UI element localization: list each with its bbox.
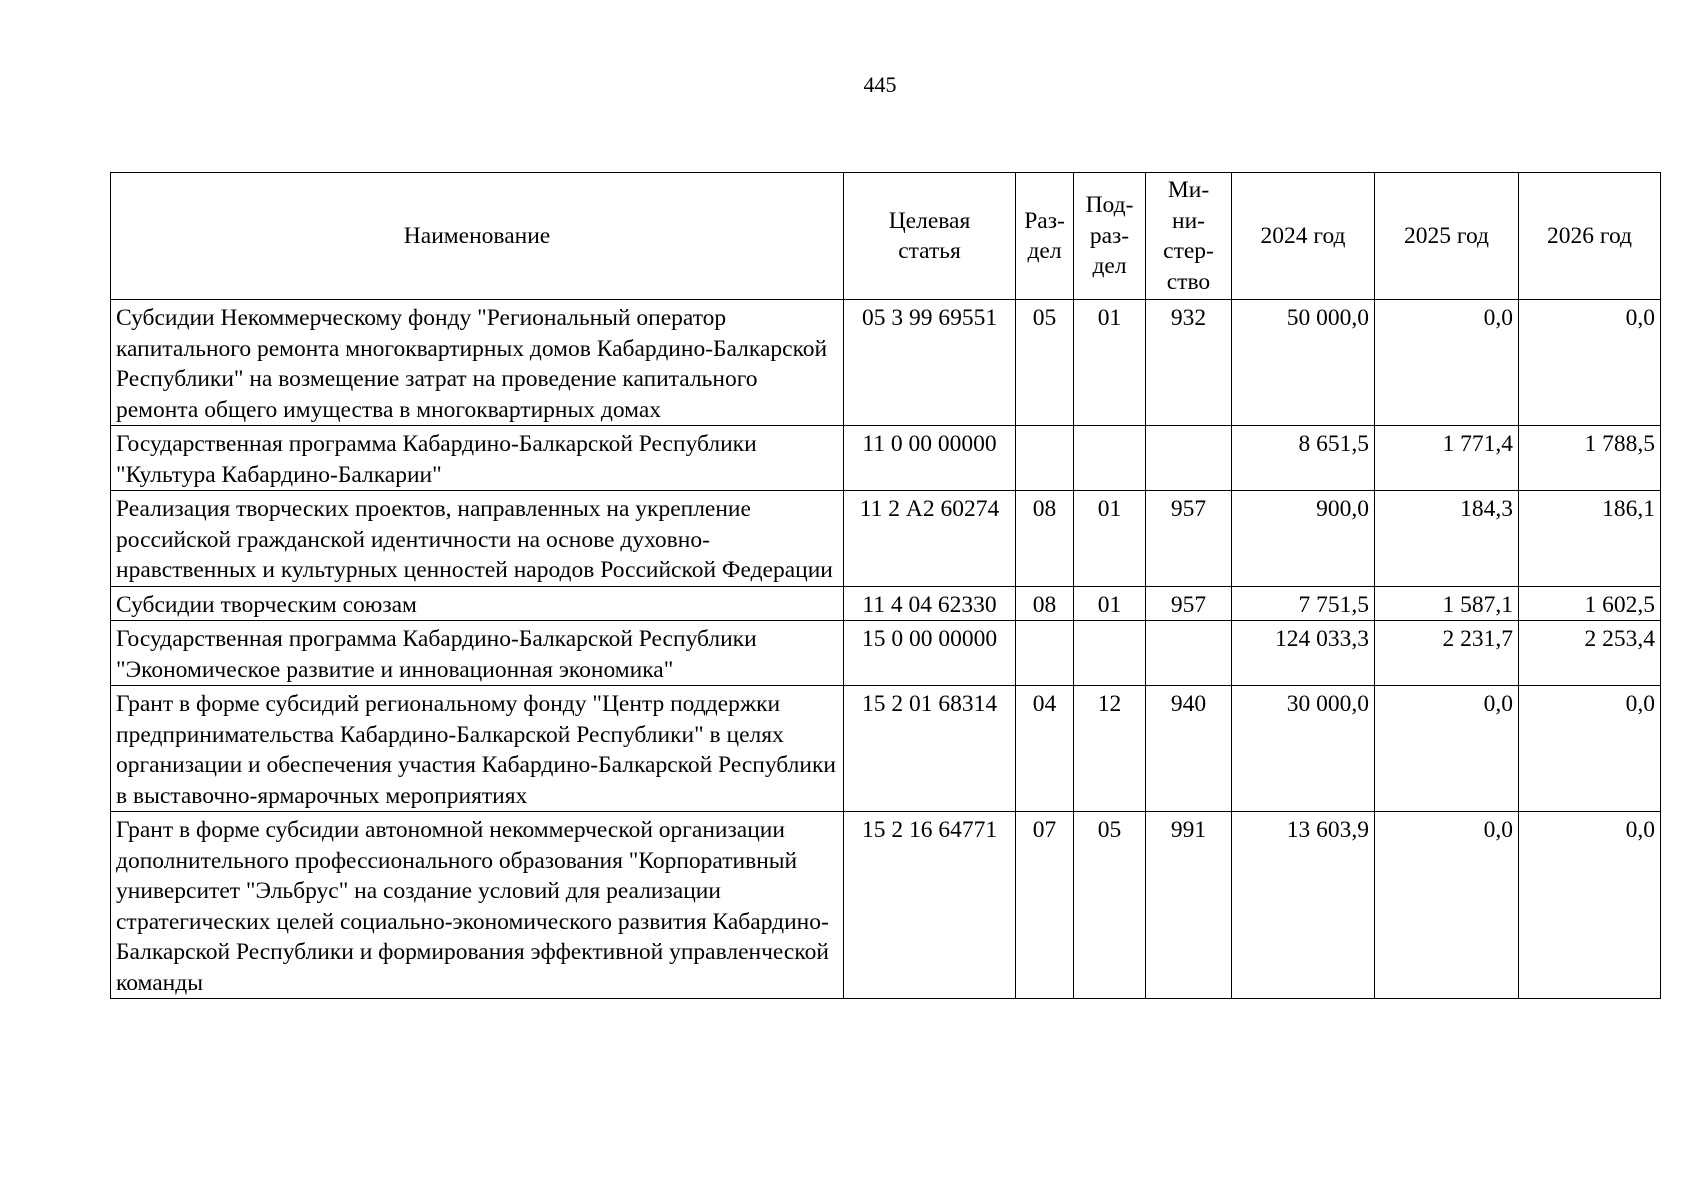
cell-2024: 8 651,5 (1232, 426, 1375, 491)
cell-2026: 1 602,5 (1519, 586, 1661, 621)
cell-section: 07 (1016, 812, 1074, 999)
cell-2025: 0,0 (1375, 686, 1519, 812)
cell-ministry (1146, 426, 1232, 491)
table-row (111, 426, 1661, 491)
cell-name: Субсидии Некоммерческому фонду "Региональный оператор капитального ремонта многоквартирных домов Кабардино-Балкарской Республики" на возмещение затрат на проведение капитального ремонта общего имущества в многоквартирных домах (111, 300, 844, 426)
cell-2025: 2 231,7 (1375, 621, 1519, 686)
cell-section: 08 (1016, 586, 1074, 621)
cell-2024: 50 000,0 (1232, 300, 1375, 426)
cell-name: Реализация творческих проектов, направленных на укрепление российской гражданской идентичности на основе духовно-нравственных и культурных ценностей народов Российской Федерации (111, 491, 844, 587)
header-target-article: Целевая статья (844, 173, 1016, 300)
cell-section (1016, 621, 1074, 686)
cell-ministry: 940 (1146, 686, 1232, 812)
cell-target-article: 05 3 99 69551 (844, 300, 1016, 426)
cell-2026: 0,0 (1519, 686, 1661, 812)
header-ministry: Ми- ни- стер- ство (1146, 173, 1232, 300)
table-row (111, 621, 1661, 686)
cell-subsection (1074, 426, 1146, 491)
cell-2024: 124 033,3 (1232, 621, 1375, 686)
cell-2026: 186,1 (1519, 491, 1661, 587)
cell-subsection: 01 (1074, 300, 1146, 426)
header-section: Раз- дел (1016, 173, 1074, 300)
cell-ministry (1146, 621, 1232, 686)
header-name: Наименование (111, 173, 844, 300)
cell-subsection: 01 (1074, 586, 1146, 621)
cell-name: Грант в форме субсидий региональному фонду "Центр поддержки предпринимательства Кабардино-Балкарской Республики" в целях организации и обеспечения участия Кабардино-Балкарской Республики в выставочно-ярмарочных мероприятиях (111, 686, 844, 812)
budget-table (110, 172, 1661, 999)
table-row (111, 491, 1661, 587)
cell-section: 05 (1016, 300, 1074, 426)
header-year-2024: 2024 год (1232, 173, 1375, 300)
table-row (111, 586, 1661, 621)
header-subsection: Под- раз- дел (1074, 173, 1146, 300)
cell-name: Государственная программа Кабардино-Балкарской Республики "Экономическое развитие и инновационная экономика" (111, 621, 844, 686)
cell-2026: 0,0 (1519, 300, 1661, 426)
cell-target-article: 11 0 00 00000 (844, 426, 1016, 491)
cell-2025: 1 771,4 (1375, 426, 1519, 491)
cell-2026: 2 253,4 (1519, 621, 1661, 686)
cell-section (1016, 426, 1074, 491)
cell-2024: 13 603,9 (1232, 812, 1375, 999)
cell-2025: 184,3 (1375, 491, 1519, 587)
cell-2025: 0,0 (1375, 812, 1519, 999)
table-row (111, 300, 1661, 426)
cell-2026: 0,0 (1519, 812, 1661, 999)
cell-2024: 7 751,5 (1232, 586, 1375, 621)
cell-subsection: 01 (1074, 491, 1146, 587)
cell-name: Субсидии творческим союзам (111, 586, 844, 621)
cell-2026: 1 788,5 (1519, 426, 1661, 491)
cell-target-article: 11 2 А2 60274 (844, 491, 1016, 587)
header-row (111, 173, 1661, 300)
table-row (111, 686, 1661, 812)
cell-ministry: 991 (1146, 812, 1232, 999)
cell-target-article: 15 2 16 64771 (844, 812, 1016, 999)
cell-subsection: 05 (1074, 812, 1146, 999)
cell-ministry: 957 (1146, 586, 1232, 621)
cell-name: Грант в форме субсидии автономной некоммерческой организации дополнительного профессионального образования "Корпоративный университет "Эльбрус" на создание условий для реализации стратегических целей социально-экономического развития Кабардино-Балкарской Республики и формирования эффективной управленческой команды (111, 812, 844, 999)
page-number: 445 (863, 72, 897, 97)
header-year-2025: 2025 год (1375, 173, 1519, 300)
cell-2024: 900,0 (1232, 491, 1375, 587)
cell-ministry: 957 (1146, 491, 1232, 587)
cell-section: 04 (1016, 686, 1074, 812)
cell-target-article: 15 0 00 00000 (844, 621, 1016, 686)
cell-subsection: 12 (1074, 686, 1146, 812)
cell-name: Государственная программа Кабардино-Балкарской Республики "Культура Кабардино-Балкарии" (111, 426, 844, 491)
header-year-2026: 2026 год (1519, 173, 1661, 300)
cell-target-article: 11 4 04 62330 (844, 586, 1016, 621)
cell-target-article: 15 2 01 68314 (844, 686, 1016, 812)
cell-section: 08 (1016, 491, 1074, 587)
cell-ministry: 932 (1146, 300, 1232, 426)
cell-subsection (1074, 621, 1146, 686)
table-row (111, 812, 1661, 999)
cell-2025: 1 587,1 (1375, 586, 1519, 621)
cell-2025: 0,0 (1375, 300, 1519, 426)
cell-2024: 30 000,0 (1232, 686, 1375, 812)
